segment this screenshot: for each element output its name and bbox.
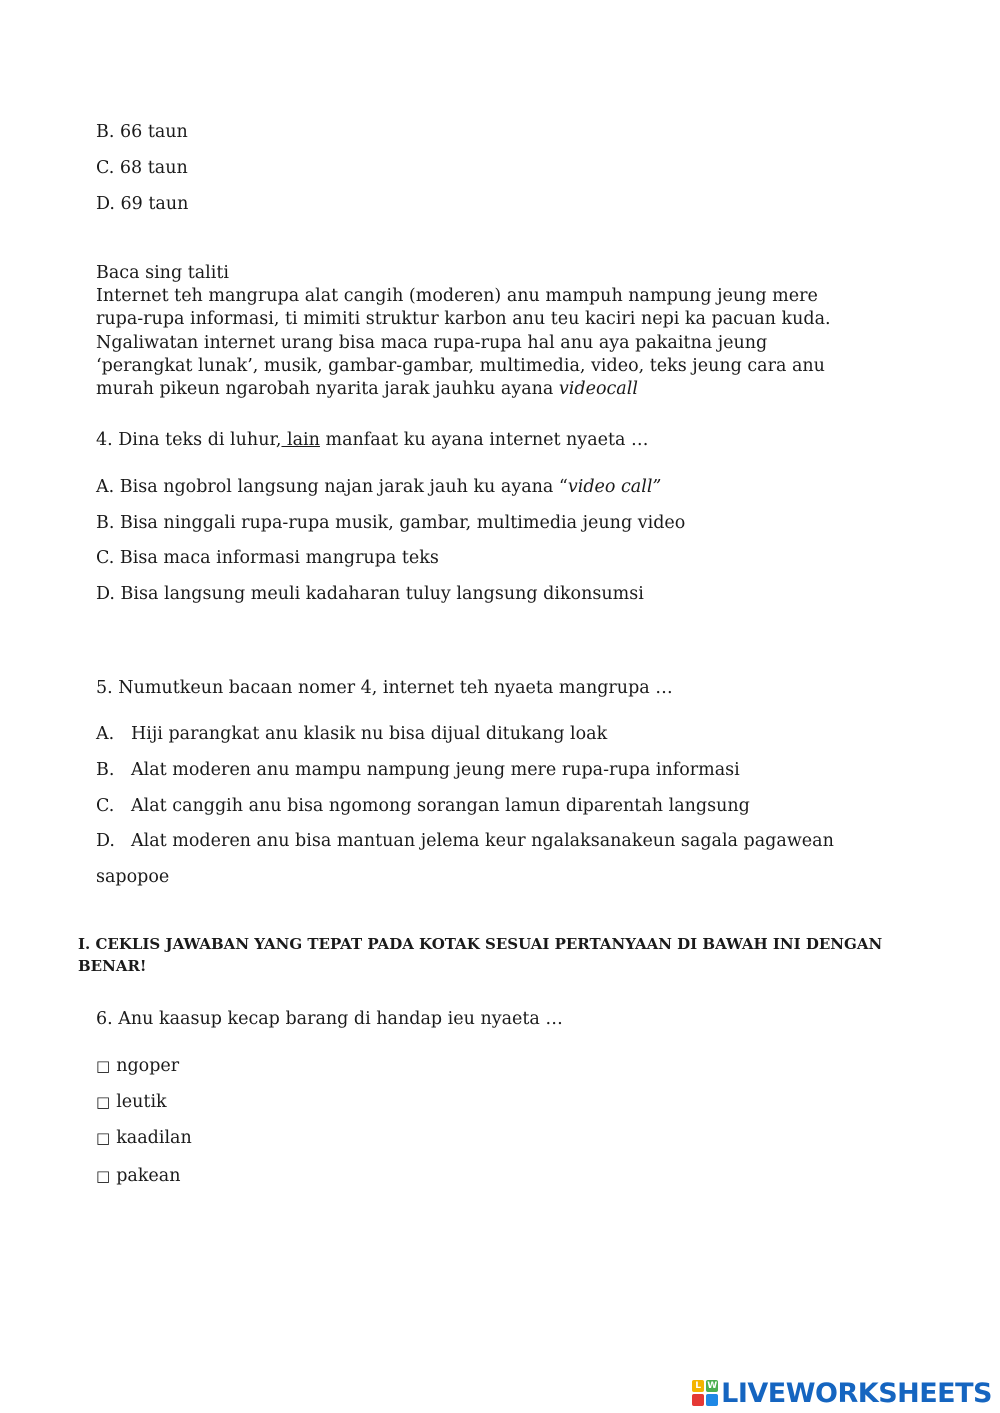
checkbox-icon[interactable]: □: [96, 1093, 111, 1111]
q6-option-kaadilan[interactable]: □ kaadilan: [96, 1128, 192, 1148]
q4-option-b[interactable]: B. Bisa ninggali rupa-rupa musik, gambar, multimedia jeung video: [96, 513, 686, 533]
prev-option-d: D. 69 taun: [96, 194, 189, 214]
liveworksheets-logo-icon: L W: [692, 1380, 718, 1406]
liveworksheets-logo: [692, 1376, 992, 1410]
q4-option-c[interactable]: C. Bisa maca informasi mangrupa teks: [96, 548, 439, 568]
question-5: 5. Numutkeun bacaan nomer 4, internet teh nyaeta mangrupa …: [96, 678, 673, 698]
q5-option-d-continued: sapopoe: [96, 867, 170, 887]
q5-option-c[interactable]: C. Alat canggih anu bisa ngomong sorangan lamun diparentah langsung: [96, 796, 750, 816]
prev-option-b: B. 66 taun: [96, 122, 188, 142]
q5-option-b[interactable]: B. Alat moderen anu mampu nampung jeung mere rupa-rupa informasi: [96, 760, 740, 780]
question-6: 6. Anu kaasup kecap barang di handap ieu nyaeta …: [96, 1009, 563, 1029]
section-heading: I. CEKLIS JAWABAN YANG TEPAT PADA KOTAK SESUAI PERTANYAAN DI BAWAH INI DENGAN BENAR!: [78, 935, 883, 975]
q5-option-a[interactable]: A. Hiji parangkat anu klasik nu bisa dijual ditukang loak: [96, 724, 608, 744]
prev-option-c: C. 68 taun: [96, 158, 188, 178]
q6-option-pakean[interactable]: □ pakean: [96, 1166, 181, 1186]
checkbox-icon[interactable]: □: [96, 1129, 111, 1147]
checkbox-icon[interactable]: □: [96, 1167, 111, 1185]
q5-option-d[interactable]: D. Alat moderen anu bisa mantuan jelema keur ngalaksanakeun sagala pagawean: [96, 831, 834, 851]
checkbox-icon[interactable]: □: [96, 1057, 111, 1075]
q6-option-leutik[interactable]: □ leutik: [96, 1092, 167, 1112]
reading-passage: [96, 262, 856, 401]
liveworksheets-logo-text: LIVEWORKSHEETS: [721, 1377, 992, 1409]
q4-option-d[interactable]: D. Bisa langsung meuli kadaharan tuluy langsung dikonsumsi: [96, 584, 644, 604]
passage-body: Internet teh mangrupa alat cangih (moderen) anu mampuh nampung jeung mere rupa-rupa informasi, ti mimiti struktur karbon anu teu kaciri nepi ka pacuan kuda. Ngaliwatan internet urang bisa maca rupa-rupa hal anu aya pakaitna jeung ‘perangkat lunak’, musik, gambar-gambar, multimedia, video, teks jeung cara anu murah pikeun ngarobah nyarita jarak jauhku ayana videocall: [96, 286, 831, 400]
passage-title: Baca sing taliti: [96, 263, 229, 283]
q6-option-ngoper[interactable]: □ ngoper: [96, 1056, 180, 1076]
q4-option-a[interactable]: A. Bisa ngobrol langsung najan jarak jauh ku ayana “video call”: [96, 477, 662, 497]
question-4: 4. Dina teks di luhur, lain manfaat ku ayana internet nyaeta …: [96, 430, 649, 450]
